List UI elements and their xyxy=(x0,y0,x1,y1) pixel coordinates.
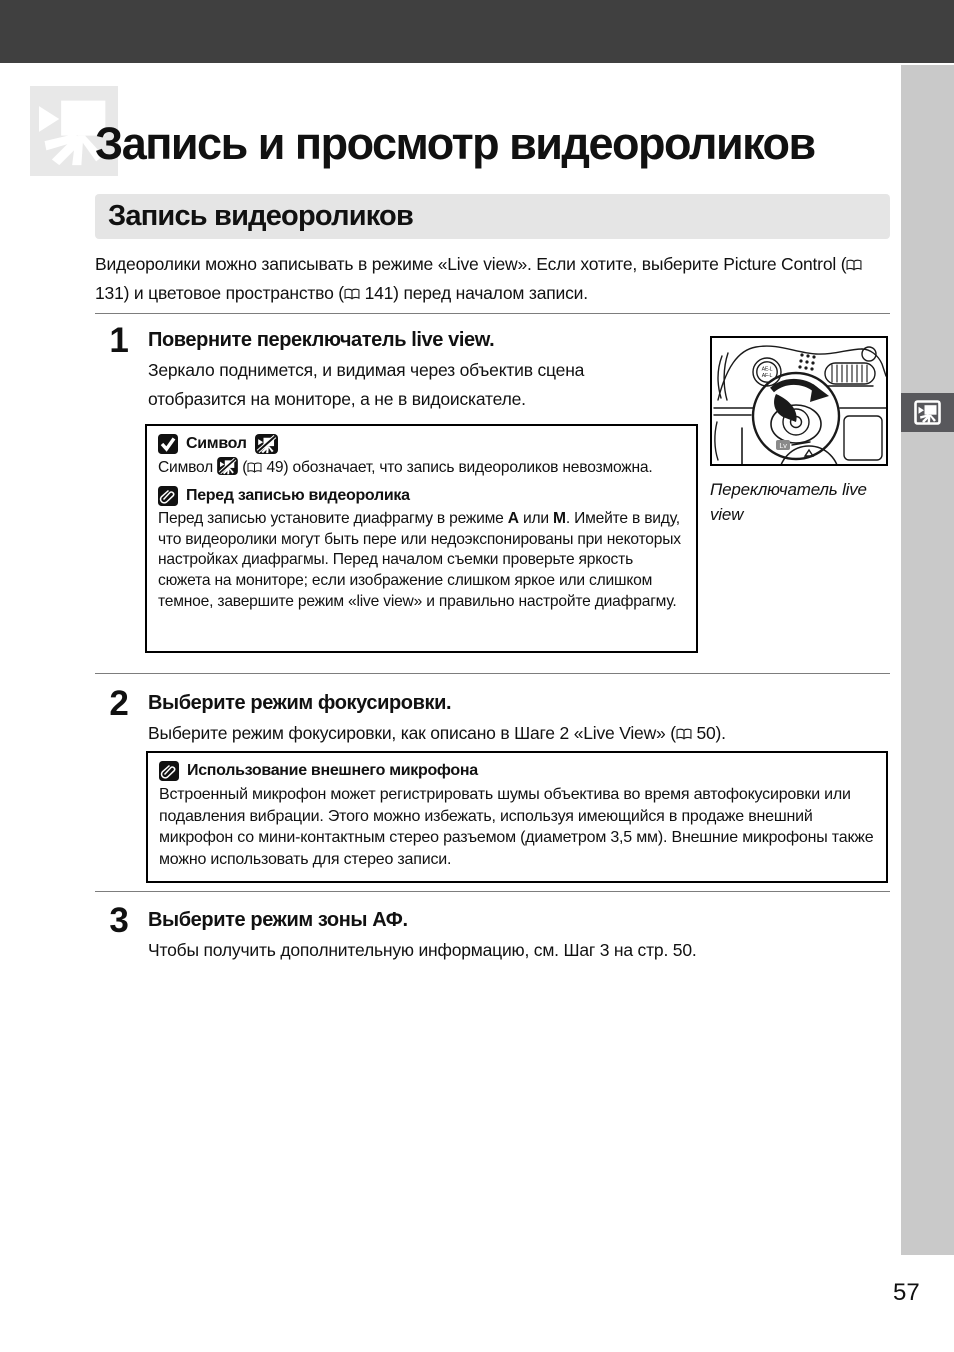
step-1-body: Зеркало поднимется, и видимая через объектив сцена отобразится на мониторе, а не в видоискателе. xyxy=(148,360,585,409)
note-external-mic-title xyxy=(159,761,875,781)
check-icon xyxy=(158,434,178,454)
no-movie-icon xyxy=(255,434,278,454)
step-3-heading: Выберите режим зоны АФ. xyxy=(148,909,408,931)
intro-text: 141) перед началом записи. xyxy=(359,283,588,303)
separator xyxy=(95,673,890,674)
note-text: 49) обозначает, что запись видеороликов невозможна. xyxy=(262,459,653,476)
step-1-number: 1 xyxy=(109,321,129,360)
top-banner xyxy=(0,0,954,63)
separator xyxy=(95,313,890,314)
no-movie-icon xyxy=(217,457,238,475)
step-text: Выберите режим фокусировки, как описано в Шаге 2 «Live View» ( xyxy=(148,723,676,743)
chapter-title: Запись и просмотр видеороликов xyxy=(95,118,815,169)
intro-text: 131) и цветовое пространство ( xyxy=(95,283,344,303)
book-reference-icon xyxy=(247,462,262,473)
step-2-body xyxy=(148,719,893,748)
note-text: ( xyxy=(238,459,248,476)
camera-live-view-switch-drawing xyxy=(712,338,886,464)
mode-a-label: A xyxy=(507,509,519,527)
step-2-number: 2 xyxy=(109,684,129,723)
intro-paragraph xyxy=(95,250,890,308)
note-box-external-mic xyxy=(146,751,888,883)
step-text: 50). xyxy=(691,723,726,743)
camera-illustration xyxy=(710,336,888,466)
note-text: . Имейте в виду, что видеоролики могут быть пере или недоэкспонированы при некоторых настройках диафрагмы. Перед началом съемки проверьте яркость сюжета на мониторе; если изображение слишком яркое или слишком темное, завершите режим «live view» и правильно настройте диафрагму. xyxy=(158,509,681,610)
book-reference-icon xyxy=(344,288,360,300)
step-3-body: Чтобы получить дополнительную информацию, см. Шаг 3 на стр. 50. xyxy=(148,940,697,960)
note-symbol-body xyxy=(158,457,685,479)
separator xyxy=(95,891,890,892)
chapter-side-strip xyxy=(901,65,954,1255)
chapter-tab xyxy=(901,393,954,432)
step-1-heading: Поверните переключатель live view. xyxy=(148,329,495,351)
note-text: или xyxy=(518,509,554,527)
svg-text:AF-L: AF-L xyxy=(761,373,773,379)
note-before-recording-body xyxy=(158,509,685,613)
step-2-heading: Выберите режим фокусировки. xyxy=(148,692,452,714)
movie-camera-icon xyxy=(914,400,941,425)
note-title-text: Перед записью видеоролика xyxy=(186,486,410,504)
step-3-number: 3 xyxy=(109,901,129,940)
figure-caption: Переключатель live view xyxy=(710,480,867,524)
intro-text: Видеоролики можно записывать в режиме «Live view». Если хотите, выберите Picture Control ( xyxy=(95,254,847,274)
note-box-symbol xyxy=(145,424,698,653)
book-reference-icon xyxy=(676,728,692,740)
note-text: Перед записью установите диафрагму в режиме xyxy=(158,509,508,527)
book-reference-icon xyxy=(846,259,862,271)
page-number: 57 xyxy=(893,1279,920,1306)
mode-m-label: M xyxy=(553,509,566,527)
note-before-recording-title xyxy=(158,486,685,506)
svg-text:Lv: Lv xyxy=(779,441,787,450)
note-title-text: Использование внешнего микрофона xyxy=(187,762,478,779)
paperclip-icon xyxy=(158,486,178,506)
paperclip-icon xyxy=(159,761,179,781)
note-title-text: Символ xyxy=(186,435,247,452)
note-symbol-title xyxy=(158,434,685,454)
note-external-mic-body: Встроенный микрофон может регистрировать шумы объектива во время автофокусировки или подавления вибрации. Этого можно избежать, используя имеющийся в продаже внешний микрофон со мини-контактным стерео разъемом (диаметром 3,5 мм). Внешние микрофоны также можно использовать для стерео записи. xyxy=(159,786,874,868)
note-text: Символ xyxy=(158,459,218,476)
section-header xyxy=(95,194,890,239)
section-title: Запись видеороликов xyxy=(108,200,413,232)
svg-text:AE-L: AE-L xyxy=(761,366,773,373)
